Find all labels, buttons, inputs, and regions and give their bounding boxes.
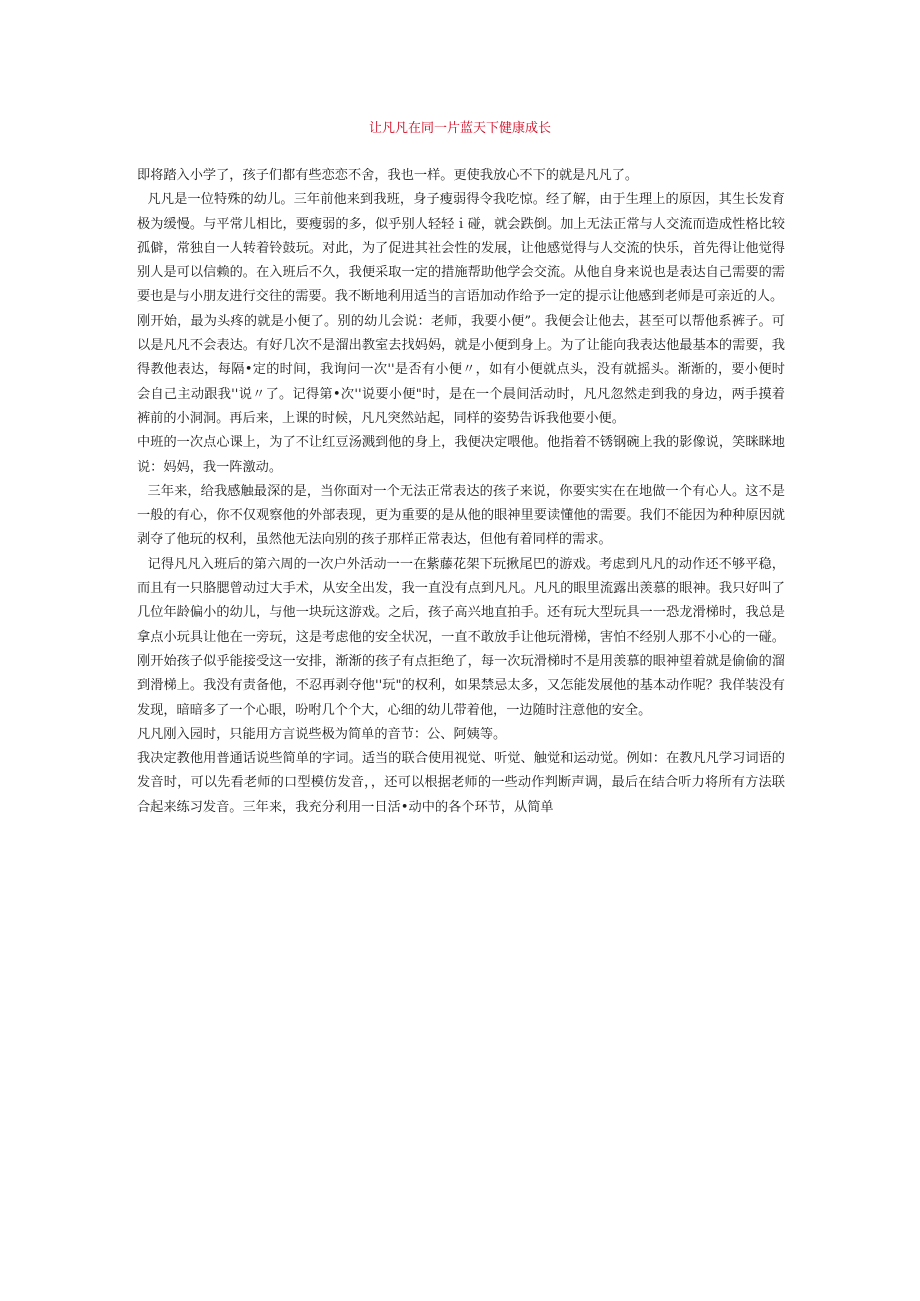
paragraph-toilet: 刚开始，最为头疼的就是小便了。别的幼儿会说：老师，我要小便”。我便会让他去，甚至可以帮他系裤子。可以是凡凡不会表达。有好几次不是溜出教室去找妈妈，就是小便到身上。为了让能向我表达他最基本的需要，我得教他表达，每隔•定的时间，我询问一次''是否有小便〃，如有小便就点头，没有就摇头。渐渐的，要小便时会自己主动跟我''说〃了。记得第•次''说要小便"时，是在一个晨间活动时，凡凡忽然走到我的身边，两手摸着裤前的小洞洞。再后来，上课的时候，凡凡突然站起，同样的姿势告诉我他要小便。 [137,313,785,426]
paragraph-dialect: 凡凡刚入园时，只能用方言说些极为简单的音节：公、阿姨等。 [137,726,507,742]
paragraph-mandarin: 我决定教他用普通话说些简单的字词。适当的联合使用视觉、听觉、触觉和运动觉。例如：在教凡凡学习词语的发音时，可以先看老师的口型模仿发音，，还可以根据老师的一些动作判断声调，最后在结合听力将所有方法联合起来练习发音。三年来，我充分利用一日活•动中的各个环节，从简单 [137,751,785,815]
paragraph-intro: 即将踏入小学了，孩子们都有些恋恋不舍，我也一样。更使我放心不下的就是凡凡了。 [137,168,639,183]
paragraph-outdoor: 记得凡凡入班后的第六周的一次户外活动一一在紫藤花架下玩揪尾巴的游戏。考虑到凡凡的动作还不够平稳，而且有一只胳腮曾动过大手术，从安全出发，我一直没有点到凡凡。凡凡的眼里流露出羡慕的眼神。我只好叫了几位年龄偏小的幼儿，与他一块玩这游戏。之后，孩子高兴地直拍手。还有玩大型玩具一一恐龙滑梯时，我总是拿点小玩具让他在一旁玩，这是考虑他的安全状况，一直不敢放手让他玩滑梯，害怕不经别人那不小心的一碰。刚开始孩子似乎能接受这一安排，渐渐的孩子有点拒绝了，每一次玩滑梯时不是用羡慕的眼神望着就是偷偷的溜到滑梯上。我没有责备他，不忍再剥夺他''玩"的权利，如果禁忌太多，又怎能发展他的基本动作呢？我佯装没有发现，暗暗多了一个心眼，吩咐几个个大，心细的幼儿带着他，一边随时注意他的安全。 [137,556,785,718]
paragraph-background: 凡凡是一位特殊的幼儿。三年前他来到我班，身子瘦弱得令我吃惊。经了解，由于生理上的原因，其生长发育极为缓慢。与平常儿相比，要瘦弱的多，似乎别人轻轻ｉ碰，就会跌倒。加上无法正常与人交流而造成性格比较孤僻，常独自一人转着铃鼓玩。对此，为了促进其社会性的发展，让他感觉得与人交流的快乐，首先得让他觉得别人是可以信赖的。在入班后不久，我便采取一定的措施帮助他学会交流。从他自身来说也是表达自己需要的需要也是与小朋友进行交往的需要。我不断地利用适当的言语加动作给予一定的提示让他感到老师是可亲近的人。 [137,192,785,305]
paragraph-snack: 中班的一次点心课上，为了不让红豆汤溅到他的身上，我便决定喂他。他指着不锈钢碗上我的影像说，笑眯眯地说：妈妈，我一阵激动。 [137,435,785,475]
document-body [137,164,785,820]
document-title: 让凡凡在同一片蓝天下健康成长 [368,121,551,136]
paragraph-reflection: 三年来，给我感触最深的是，当你面对一个无法正常表达的孩子来说，你要实实在在地做一个有心人。这不是一般的有心，你不仅观察他的外部表现，更为重要的是从他的眼神里要读懂他的需要。我们不能因为种种原因就剥夺了他玩的权利，虽然他无法向别的孩子那样正常表达，但他有着同样的需求。 [137,483,785,548]
